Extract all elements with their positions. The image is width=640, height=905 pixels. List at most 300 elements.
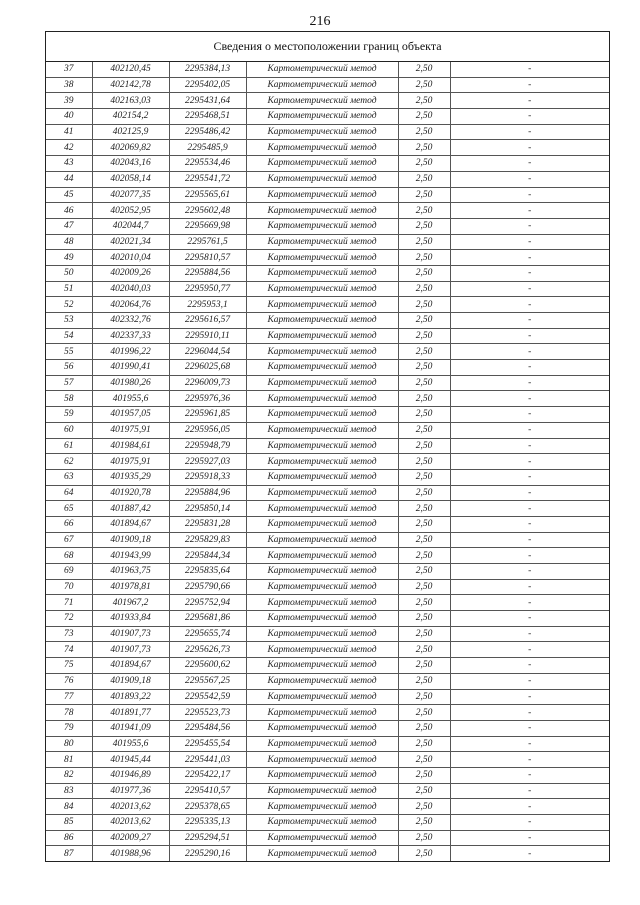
method-cell: Картометрический метод [246,77,398,93]
description-cell: - [450,265,609,281]
x-coordinate-cell: 402077,35 [92,187,169,203]
method-cell: Картометрический метод [246,532,398,548]
y-coordinate-cell: 2295600,62 [169,658,246,674]
point-number-cell: 63 [46,469,92,485]
accuracy-cell: 2,50 [398,218,450,234]
table-row [46,344,609,360]
table-row [46,250,609,266]
accuracy-cell: 2,50 [398,485,450,501]
y-coordinate-cell: 2295534,46 [169,156,246,172]
y-coordinate-cell: 2295402,05 [169,77,246,93]
description-cell: - [450,611,609,627]
x-coordinate-cell: 401957,05 [92,407,169,423]
accuracy-cell: 2,50 [398,611,450,627]
accuracy-cell: 2,50 [398,124,450,140]
x-coordinate-cell: 401887,42 [92,501,169,517]
point-number-cell: 44 [46,171,92,187]
x-coordinate-cell: 401978,81 [92,579,169,595]
accuracy-cell: 2,50 [398,281,450,297]
x-coordinate-cell: 401967,2 [92,595,169,611]
y-coordinate-cell: 2295455,54 [169,736,246,752]
x-coordinate-cell: 402044,7 [92,218,169,234]
point-number-cell: 60 [46,422,92,438]
point-number-cell: 65 [46,501,92,517]
accuracy-cell: 2,50 [398,297,450,313]
description-cell: - [450,799,609,815]
accuracy-cell: 2,50 [398,579,450,595]
point-number-cell: 72 [46,611,92,627]
x-coordinate-cell: 402052,95 [92,203,169,219]
x-coordinate-cell: 402154,2 [92,109,169,125]
description-cell: - [450,109,609,125]
y-coordinate-cell: 2295468,51 [169,109,246,125]
accuracy-cell: 2,50 [398,689,450,705]
y-coordinate-cell: 2295486,42 [169,124,246,140]
boundary-table [45,31,610,862]
y-coordinate-cell: 2295681,86 [169,611,246,627]
x-coordinate-cell: 401955,6 [92,736,169,752]
y-coordinate-cell: 2295294,51 [169,830,246,846]
description-cell: - [450,469,609,485]
accuracy-cell: 2,50 [398,140,450,156]
table-row [46,579,609,595]
method-cell: Картометрический метод [246,156,398,172]
x-coordinate-cell: 401977,36 [92,783,169,799]
y-coordinate-cell: 2295953,1 [169,297,246,313]
accuracy-cell: 2,50 [398,422,450,438]
description-cell: - [450,564,609,580]
x-coordinate-cell: 402064,76 [92,297,169,313]
method-cell: Картометрический метод [246,328,398,344]
table-row [46,658,609,674]
x-coordinate-cell: 401996,22 [92,344,169,360]
accuracy-cell: 2,50 [398,234,450,250]
point-number-cell: 74 [46,642,92,658]
y-coordinate-cell: 2295752,94 [169,595,246,611]
accuracy-cell: 2,50 [398,93,450,109]
description-cell: - [450,156,609,172]
point-number-cell: 41 [46,124,92,140]
y-coordinate-cell: 2295626,73 [169,642,246,658]
accuracy-cell: 2,50 [398,438,450,454]
point-number-cell: 59 [46,407,92,423]
description-cell: - [450,846,609,861]
table-title: Сведения о местоположении границ объекта [46,32,609,62]
accuracy-cell: 2,50 [398,62,450,77]
point-number-cell: 77 [46,689,92,705]
description-cell: - [450,234,609,250]
description-cell: - [450,140,609,156]
point-number-cell: 49 [46,250,92,266]
description-cell: - [450,752,609,768]
table-row [46,752,609,768]
table-row [46,109,609,125]
y-coordinate-cell: 2295485,9 [169,140,246,156]
method-cell: Картометрический метод [246,140,398,156]
point-number-cell: 81 [46,752,92,768]
description-cell: - [450,485,609,501]
accuracy-cell: 2,50 [398,532,450,548]
point-number-cell: 64 [46,485,92,501]
table-row [46,626,609,642]
description-cell: - [450,124,609,140]
accuracy-cell: 2,50 [398,454,450,470]
method-cell: Картометрический метод [246,501,398,517]
description-cell: - [450,328,609,344]
y-coordinate-cell: 2295850,14 [169,501,246,517]
method-cell: Картометрический метод [246,767,398,783]
y-coordinate-cell: 2295541,72 [169,171,246,187]
table-row [46,124,609,140]
accuracy-cell: 2,50 [398,673,450,689]
y-coordinate-cell: 2295616,57 [169,313,246,329]
y-coordinate-cell: 2295927,03 [169,454,246,470]
point-number-cell: 55 [46,344,92,360]
point-number-cell: 47 [46,218,92,234]
method-cell: Картометрический метод [246,265,398,281]
method-cell: Картометрический метод [246,783,398,799]
x-coordinate-cell: 401909,18 [92,673,169,689]
method-cell: Картометрический метод [246,626,398,642]
table-row [46,62,609,77]
point-number-cell: 86 [46,830,92,846]
accuracy-cell: 2,50 [398,360,450,376]
method-cell: Картометрический метод [246,171,398,187]
description-cell: - [450,579,609,595]
y-coordinate-cell: 2295844,34 [169,548,246,564]
y-coordinate-cell: 2295761,5 [169,234,246,250]
x-coordinate-cell: 402163,03 [92,93,169,109]
x-coordinate-cell: 401963,75 [92,564,169,580]
accuracy-cell: 2,50 [398,783,450,799]
method-cell: Картометрический метод [246,830,398,846]
accuracy-cell: 2,50 [398,187,450,203]
point-number-cell: 76 [46,673,92,689]
method-cell: Картометрический метод [246,689,398,705]
y-coordinate-cell: 2295410,57 [169,783,246,799]
point-number-cell: 54 [46,328,92,344]
y-coordinate-cell: 2295602,48 [169,203,246,219]
description-cell: - [450,62,609,77]
x-coordinate-cell: 401990,41 [92,360,169,376]
y-coordinate-cell: 2295441,03 [169,752,246,768]
method-cell: Картометрический метод [246,454,398,470]
x-coordinate-cell: 402013,62 [92,815,169,831]
accuracy-cell: 2,50 [398,736,450,752]
y-coordinate-cell: 2295956,05 [169,422,246,438]
method-cell: Картометрический метод [246,297,398,313]
x-coordinate-cell: 402043,16 [92,156,169,172]
table-row [46,642,609,658]
point-number-cell: 52 [46,297,92,313]
point-number-cell: 56 [46,360,92,376]
table-row [46,140,609,156]
method-cell: Картометрический метод [246,799,398,815]
x-coordinate-cell: 401933,84 [92,611,169,627]
description-cell: - [450,422,609,438]
point-number-cell: 48 [46,234,92,250]
accuracy-cell: 2,50 [398,156,450,172]
accuracy-cell: 2,50 [398,328,450,344]
y-coordinate-cell: 2296025,68 [169,360,246,376]
description-cell: - [450,673,609,689]
accuracy-cell: 2,50 [398,375,450,391]
method-cell: Картометрический метод [246,391,398,407]
y-coordinate-cell: 2295961,85 [169,407,246,423]
y-coordinate-cell: 2295831,28 [169,516,246,532]
point-number-cell: 85 [46,815,92,831]
y-coordinate-cell: 2295335,13 [169,815,246,831]
x-coordinate-cell: 401935,29 [92,469,169,485]
x-coordinate-cell: 401943,99 [92,548,169,564]
description-cell: - [450,595,609,611]
accuracy-cell: 2,50 [398,752,450,768]
method-cell: Картометрический метод [246,564,398,580]
x-coordinate-cell: 402058,14 [92,171,169,187]
description-cell: - [450,344,609,360]
accuracy-cell: 2,50 [398,767,450,783]
table-row [46,516,609,532]
table-row [46,689,609,705]
description-cell: - [450,815,609,831]
x-coordinate-cell: 401907,73 [92,626,169,642]
accuracy-cell: 2,50 [398,564,450,580]
method-cell: Картометрический метод [246,93,398,109]
table-row [46,234,609,250]
point-number-cell: 61 [46,438,92,454]
point-number-cell: 70 [46,579,92,595]
table-row [46,313,609,329]
description-cell: - [450,548,609,564]
method-cell: Картометрический метод [246,422,398,438]
table-row [46,736,609,752]
point-number-cell: 75 [46,658,92,674]
accuracy-cell: 2,50 [398,203,450,219]
table-row [46,218,609,234]
description-cell: - [450,736,609,752]
x-coordinate-cell: 401909,18 [92,532,169,548]
accuracy-cell: 2,50 [398,705,450,721]
x-coordinate-cell: 402125,9 [92,124,169,140]
x-coordinate-cell: 402337,33 [92,328,169,344]
method-cell: Картометрический метод [246,736,398,752]
point-number-cell: 69 [46,564,92,580]
method-cell: Картометрический метод [246,360,398,376]
table-row [46,187,609,203]
table-row [46,156,609,172]
x-coordinate-cell: 401955,6 [92,391,169,407]
table-row [46,77,609,93]
description-cell: - [450,438,609,454]
description-cell: - [450,626,609,642]
y-coordinate-cell: 2295431,64 [169,93,246,109]
description-cell: - [450,187,609,203]
y-coordinate-cell: 2295910,11 [169,328,246,344]
point-number-cell: 71 [46,595,92,611]
method-cell: Картометрический метод [246,720,398,736]
x-coordinate-cell: 401975,91 [92,422,169,438]
x-coordinate-cell: 401975,91 [92,454,169,470]
y-coordinate-cell: 2295567,25 [169,673,246,689]
y-coordinate-cell: 2295790,66 [169,579,246,595]
description-cell: - [450,407,609,423]
method-cell: Картометрический метод [246,846,398,861]
y-coordinate-cell: 2295884,96 [169,485,246,501]
accuracy-cell: 2,50 [398,720,450,736]
method-cell: Картометрический метод [246,187,398,203]
description-cell: - [450,297,609,313]
table-row [46,93,609,109]
method-cell: Картометрический метод [246,485,398,501]
y-coordinate-cell: 2295290,16 [169,846,246,861]
method-cell: Картометрический метод [246,642,398,658]
x-coordinate-cell: 401945,44 [92,752,169,768]
x-coordinate-cell: 401946,89 [92,767,169,783]
table-row [46,830,609,846]
x-coordinate-cell: 402142,78 [92,77,169,93]
table-row [46,265,609,281]
table-row [46,548,609,564]
table-row [46,328,609,344]
description-cell: - [450,830,609,846]
table-row [46,799,609,815]
accuracy-cell: 2,50 [398,391,450,407]
method-cell: Картометрический метод [246,673,398,689]
accuracy-cell: 2,50 [398,469,450,485]
description-cell: - [450,171,609,187]
accuracy-cell: 2,50 [398,265,450,281]
point-number-cell: 62 [46,454,92,470]
table-row [46,171,609,187]
y-coordinate-cell: 2295918,33 [169,469,246,485]
description-cell: - [450,532,609,548]
table-row [46,281,609,297]
table-row [46,438,609,454]
description-cell: - [450,77,609,93]
table-row [46,532,609,548]
x-coordinate-cell: 402040,03 [92,281,169,297]
point-number-cell: 46 [46,203,92,219]
table-row [46,595,609,611]
description-cell: - [450,313,609,329]
description-cell: - [450,250,609,266]
accuracy-cell: 2,50 [398,642,450,658]
y-coordinate-cell: 2295378,65 [169,799,246,815]
y-coordinate-cell: 2295948,79 [169,438,246,454]
x-coordinate-cell: 402120,45 [92,62,169,77]
table-row [46,375,609,391]
accuracy-cell: 2,50 [398,109,450,125]
point-number-cell: 78 [46,705,92,721]
page-number: 216 [309,14,331,29]
description-cell: - [450,203,609,219]
point-number-cell: 45 [46,187,92,203]
x-coordinate-cell: 401891,77 [92,705,169,721]
table-row [46,611,609,627]
accuracy-cell: 2,50 [398,501,450,517]
x-coordinate-cell: 401980,26 [92,375,169,391]
accuracy-cell: 2,50 [398,407,450,423]
description-cell: - [450,360,609,376]
method-cell: Картометрический метод [246,407,398,423]
point-number-cell: 79 [46,720,92,736]
coordinates-table [46,62,609,861]
method-cell: Картометрический метод [246,516,398,532]
table-row [46,783,609,799]
table-row [46,391,609,407]
method-cell: Картометрический метод [246,375,398,391]
method-cell: Картометрический метод [246,705,398,721]
y-coordinate-cell: 2295835,64 [169,564,246,580]
method-cell: Картометрический метод [246,438,398,454]
y-coordinate-cell: 2296044,54 [169,344,246,360]
accuracy-cell: 2,50 [398,171,450,187]
point-number-cell: 42 [46,140,92,156]
description-cell: - [450,516,609,532]
y-coordinate-cell: 2295669,98 [169,218,246,234]
table-body [46,62,609,861]
accuracy-cell: 2,50 [398,846,450,861]
method-cell: Картометрический метод [246,548,398,564]
description-cell: - [450,642,609,658]
x-coordinate-cell: 401941,09 [92,720,169,736]
x-coordinate-cell: 402010,04 [92,250,169,266]
description-cell: - [450,501,609,517]
accuracy-cell: 2,50 [398,815,450,831]
accuracy-cell: 2,50 [398,658,450,674]
x-coordinate-cell: 401907,73 [92,642,169,658]
y-coordinate-cell: 2295655,74 [169,626,246,642]
x-coordinate-cell: 401920,78 [92,485,169,501]
y-coordinate-cell: 2295829,83 [169,532,246,548]
point-number-cell: 38 [46,77,92,93]
point-number-cell: 87 [46,846,92,861]
point-number-cell: 37 [46,62,92,77]
point-number-cell: 73 [46,626,92,642]
accuracy-cell: 2,50 [398,595,450,611]
method-cell: Картометрический метод [246,658,398,674]
accuracy-cell: 2,50 [398,250,450,266]
y-coordinate-cell: 2295384,13 [169,62,246,77]
y-coordinate-cell: 2295884,56 [169,265,246,281]
accuracy-cell: 2,50 [398,313,450,329]
point-number-cell: 80 [46,736,92,752]
table-row [46,673,609,689]
description-cell: - [450,281,609,297]
point-number-cell: 82 [46,767,92,783]
x-coordinate-cell: 401894,67 [92,658,169,674]
method-cell: Картометрический метод [246,344,398,360]
point-number-cell: 53 [46,313,92,329]
x-coordinate-cell: 402009,26 [92,265,169,281]
description-cell: - [450,93,609,109]
accuracy-cell: 2,50 [398,344,450,360]
point-number-cell: 50 [46,265,92,281]
table-row [46,422,609,438]
point-number-cell: 58 [46,391,92,407]
y-coordinate-cell: 2295976,36 [169,391,246,407]
accuracy-cell: 2,50 [398,799,450,815]
table-row [46,454,609,470]
table-row [46,501,609,517]
y-coordinate-cell: 2296009,73 [169,375,246,391]
table-row [46,564,609,580]
description-cell: - [450,218,609,234]
y-coordinate-cell: 2295422,17 [169,767,246,783]
method-cell: Картометрический метод [246,752,398,768]
x-coordinate-cell: 401988,96 [92,846,169,861]
description-cell: - [450,689,609,705]
